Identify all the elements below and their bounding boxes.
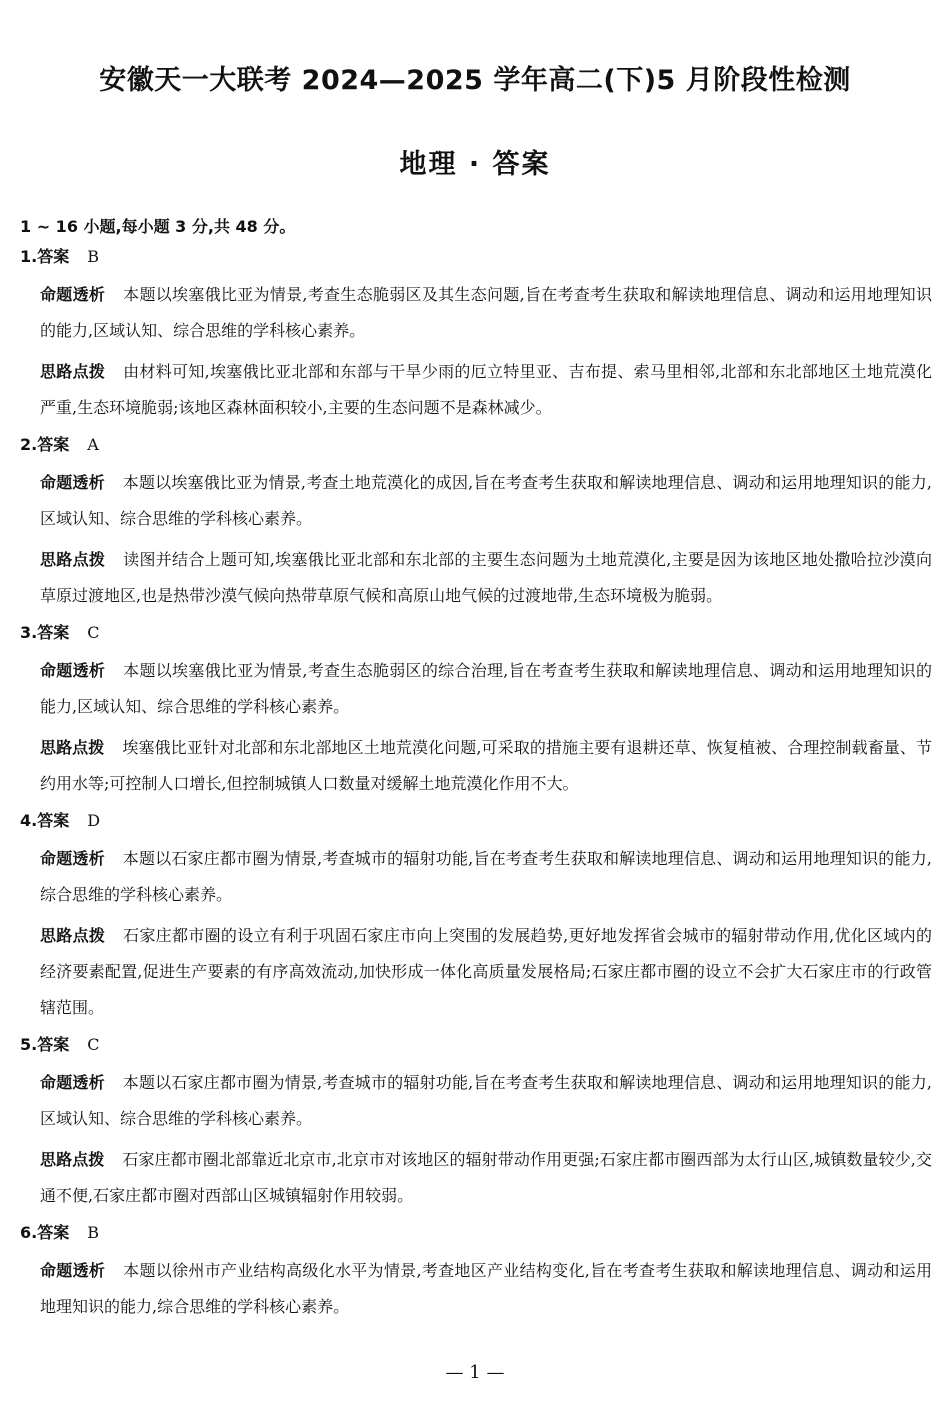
analysis-label: 命题透析 [40,473,105,492]
hint-text: 由材料可知,埃塞俄比亚北部和东部与干旱少雨的厄立特里亚、吉布提、索马里相邻,北部和东北部地区土地荒漠化严重,生态环境脆弱;该地区森林面积较小,主要的生态问题不是森林减少。 [40,362,932,417]
hint-label: 思路点拨 [40,550,106,569]
answer-line [20,242,932,272]
hint-paragraph [20,918,932,1026]
answer-value: C [87,1035,100,1054]
hint-label: 思路点拨 [40,1150,105,1169]
analysis-paragraph [20,1065,932,1137]
answer-line [20,430,932,460]
analysis-paragraph [20,1253,932,1325]
question-number: 5. [20,1035,38,1054]
answer-label: 答案 [37,811,70,830]
question-block [20,1030,932,1214]
document-title: 安徽天一大联考 2024—2025 学年高二(下)5 月阶段性检测 [99,65,851,96]
answer-content [20,212,932,1325]
analysis-text: 本题以埃塞俄比亚为情景,考查生态脆弱区及其生态问题,旨在考查考生获取和解读地理信息、调动和运用地理知识的能力,区域认知、综合思维的学科核心素养。 [40,285,932,340]
analysis-label: 命题透析 [40,1073,105,1092]
hint-text: 读图并结合上题可知,埃塞俄比亚北部和东北部的主要生态问题为土地荒漠化,主要是因为该地区地处撒哈拉沙漠向草原过渡地区,也是热带沙漠气候向热带草原气候和高原山地气候的过渡地带,生态环境极为脆弱。 [40,550,932,605]
question-number: 6. [20,1223,38,1242]
hint-paragraph [20,354,932,426]
answer-line [20,1218,932,1248]
answer-value: C [87,623,100,642]
answer-line [20,806,932,836]
analysis-label: 命题透析 [40,661,106,680]
answer-value: B [87,247,99,266]
analysis-paragraph [20,653,932,725]
hint-label: 思路点拨 [40,738,105,757]
question-block [20,806,932,1026]
hint-text: 石家庄都市圈北部靠近北京市,北京市对该地区的辐射带动作用更强;石家庄都市圈西部为太行山区,城镇数量较少,交通不便,石家庄都市圈对西部山区城镇辐射作用较弱。 [40,1150,932,1205]
analysis-paragraph [20,277,932,349]
answer-label: 答案 [37,435,70,454]
question-number: 2. [20,435,38,454]
analysis-text: 本题以徐州市产业结构高级化水平为情景,考查地区产业结构变化,旨在考查考生获取和解读地理信息、调动和运用地理知识的能力,综合思维的学科核心素养。 [40,1261,932,1316]
analysis-text: 本题以埃塞俄比亚为情景,考查土地荒漠化的成因,旨在考查考生获取和解读地理信息、调动和运用地理知识的能力,区域认知、综合思维的学科核心素养。 [40,473,932,528]
hint-label: 思路点拨 [40,362,106,381]
question-number: 1. [20,247,38,266]
question-block [20,618,932,802]
answer-value: B [87,1223,99,1242]
analysis-label: 命题透析 [40,849,105,868]
question-block [20,430,932,614]
answer-line [20,618,932,648]
answer-label: 答案 [37,623,70,642]
question-number: 4. [20,811,38,830]
answer-label: 答案 [37,247,70,266]
analysis-text: 本题以石家庄都市圈为情景,考查城市的辐射功能,旨在考查考生获取和解读地理信息、调动和运用地理知识的能力,区域认知、综合思维的学科核心素养。 [40,1073,932,1128]
hint-text: 埃塞俄比亚针对北部和东北部地区土地荒漠化问题,可采取的措施主要有退耕还草、恢复植被、合理控制载畜量、节约用水等;可控制人口增长,但控制城镇人口数量对缓解土地荒漠化作用不大。 [40,738,932,793]
hint-paragraph [20,730,932,802]
answer-value: D [87,811,101,830]
hint-label: 思路点拨 [40,926,106,945]
answer-label: 答案 [37,1223,70,1242]
hint-paragraph [20,1142,932,1214]
analysis-paragraph [20,841,932,913]
answer-line [20,1030,932,1060]
scoring-intro: 1 ~ 16 小题,每小题 3 分,共 48 分。 [20,217,296,236]
question-number: 3. [20,623,38,642]
document-subtitle: 地理 · 答案 [399,149,551,180]
analysis-text: 本题以埃塞俄比亚为情景,考查生态脆弱区的综合治理,旨在考查考生获取和解读地理信息、调动和运用地理知识的能力,区域认知、综合思维的学科核心素养。 [40,661,932,716]
answer-value: A [87,435,99,454]
question-block [20,242,932,426]
question-block [20,1218,932,1325]
analysis-text: 本题以石家庄都市圈为情景,考查城市的辐射功能,旨在考查考生获取和解读地理信息、调动和运用地理知识的能力,综合思维的学科核心素养。 [40,849,932,904]
hint-text: 石家庄都市圈的设立有利于巩固石家庄市向上突围的发展趋势,更好地发挥省会城市的辐射带动作用,优化区域内的经济要素配置,促进生产要素的有序高效流动,加快形成一体化高质量发展格局;石家庄都市圈的设立不会扩大石家庄市的行政管辖范围。 [40,926,932,1017]
page-number: — 1 — [445,1362,505,1383]
analysis-paragraph [20,465,932,537]
answer-label: 答案 [37,1035,70,1054]
hint-paragraph [20,542,932,614]
analysis-label: 命题透析 [40,1261,106,1280]
analysis-label: 命题透析 [40,285,106,304]
